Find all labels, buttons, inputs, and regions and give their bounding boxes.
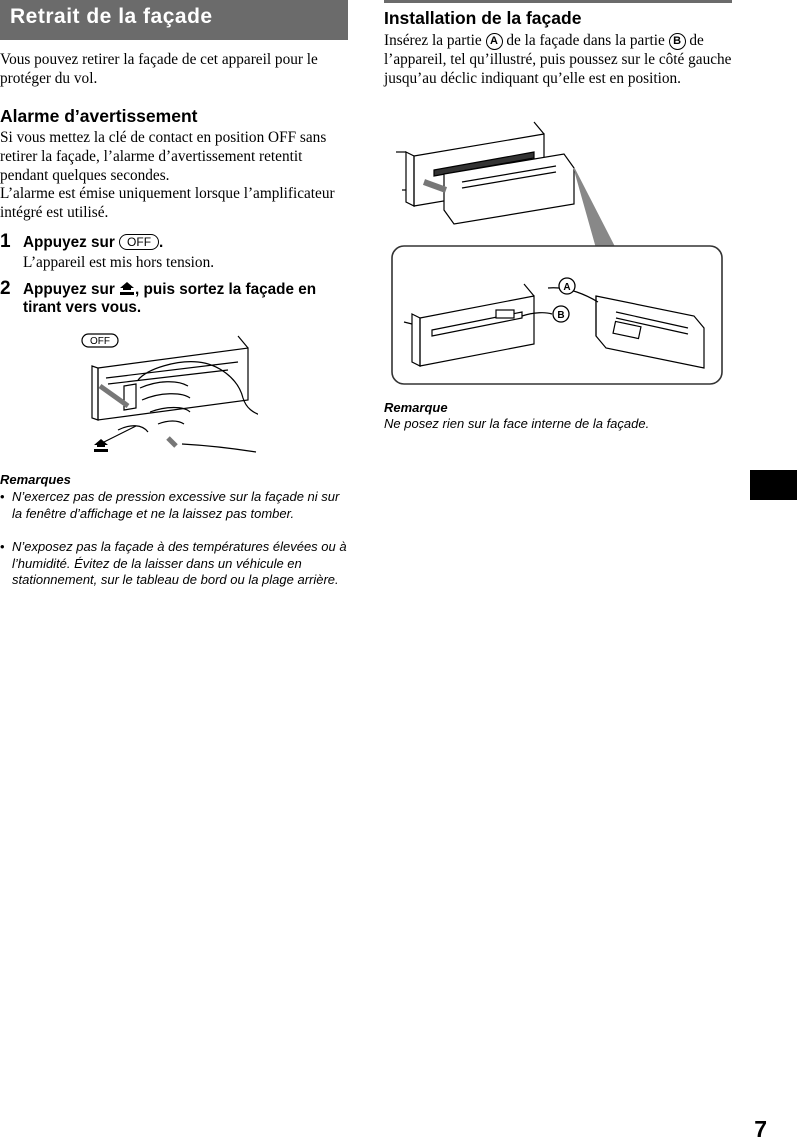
- label-b-badge: B: [669, 33, 686, 50]
- intro-paragraph: Vous pouvez retirer la façade de cet appareil pour le protéger du vol.: [0, 51, 318, 87]
- install-text-3: de l’appareil, tel qu’illustré, puis poussez sur le côté gauche jusqu’au déclic indiquant qu’elle est en position.: [384, 32, 732, 87]
- page-number: 7: [754, 1116, 767, 1142]
- install-text-2: de la façade dans la partie: [506, 32, 665, 49]
- step-2-title: [23, 281, 348, 317]
- label-a-badge: A: [486, 33, 503, 50]
- figure-off-label: OFF: [90, 336, 110, 347]
- step-1-number: 1: [0, 231, 11, 252]
- install-text-1: Insérez la partie: [384, 32, 482, 49]
- alarm-heading: Alarme d’avertissement: [0, 106, 198, 126]
- install-heading: Installation de la façade: [384, 8, 582, 28]
- step-2-suffix: , puis sortez la façade en tirant vers vous.: [23, 281, 317, 316]
- step-2-number: 2: [0, 278, 11, 299]
- step-1-title: [23, 234, 163, 252]
- note-item: • N’exposez pas la façade à des températures élevées ou à l’humidité. Évitez de la laisser dans un véhicule en stationnement, sur le tableau de bord ou la plage arrière.: [0, 539, 352, 589]
- step-1-body: L’appareil est mis hors tension.: [23, 254, 215, 271]
- alarm-text-1: Si vous mettez la clé de contact en position OFF sans retirer la façade, l’alarme d’avertissement retentit pendant quelques secondes.: [0, 129, 327, 184]
- notes-heading: Remarques: [0, 472, 71, 487]
- step-2-prefix: Appuyez sur: [23, 281, 115, 298]
- install-faceplate-illustration: [384, 112, 729, 392]
- side-tab: [750, 470, 797, 500]
- note-item: • N’exercez pas de pression excessive sur la façade ni sur la fenêtre d’affichage et ne la laissez pas tomber.: [0, 489, 352, 522]
- right-header-rule: [384, 0, 732, 3]
- callout-b-letter: B: [557, 310, 565, 321]
- release-icon: [119, 281, 135, 296]
- remove-faceplate-illustration: [78, 328, 258, 463]
- off-key-badge: OFF: [119, 234, 159, 250]
- section-banner: [0, 0, 348, 40]
- install-note-heading: Remarque: [384, 400, 448, 415]
- install-paragraph: [384, 31, 732, 88]
- section-title: Retrait de la façade: [10, 5, 213, 28]
- install-note-text: Ne posez rien sur la face interne de la façade.: [384, 416, 650, 431]
- alarm-text-2: L’alarme est émise uniquement lorsque l’amplificateur intégré est utilisé.: [0, 185, 335, 221]
- step-1-suffix: .: [159, 234, 164, 251]
- callout-a-letter: A: [563, 282, 571, 293]
- step-1-prefix: Appuyez sur: [23, 234, 115, 251]
